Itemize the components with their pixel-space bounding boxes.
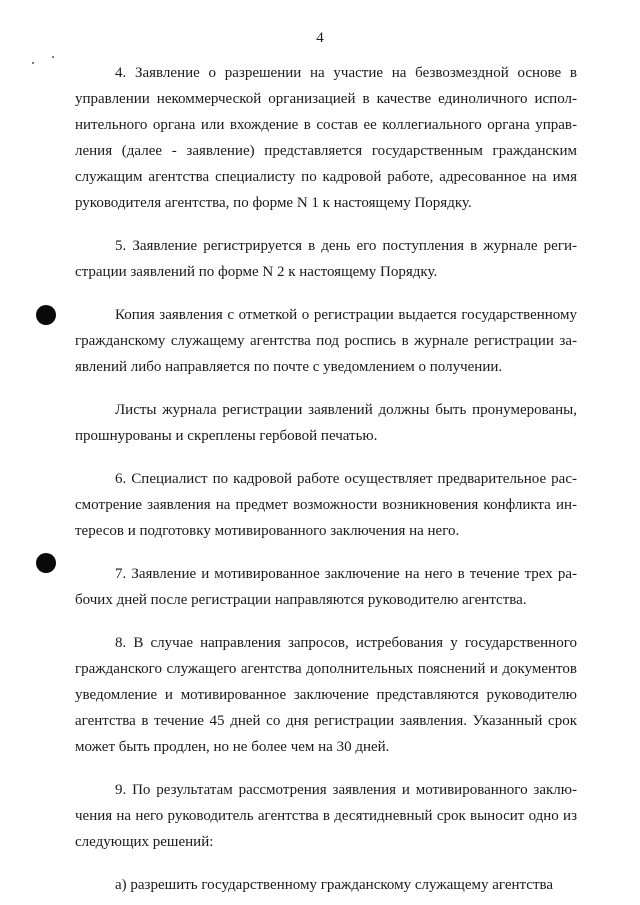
scan-speck <box>52 56 54 58</box>
binder-hole-bottom <box>36 553 56 573</box>
paragraph-8: 8. В случае направления запросов, истребования у государственного гражданского служащего агентства дополнительных пояснений и документов уведомление и мотивированное заключение представляются руководителю агентства в течение 45 дней со дня регистрации заявления. Указанный срок может быть продлен, но не более чем на 30 дней. <box>75 635 577 755</box>
paragraph-journal-sheets: Листы журнала регистрации заявлений должны быть пронумерованы, прошнурованы и скреплены гербовой печатью. <box>75 402 577 444</box>
paragraph-5: 5. Заявление регистрируется в день его поступления в журнале регистрации заявлений по форме N 2 к настоящему Порядку. <box>75 238 577 280</box>
binder-hole-top <box>36 305 56 325</box>
page-number: 4 <box>316 30 324 46</box>
paragraph-9: 9. По результатам рассмотрения заявления и мотивированного заключения на него руководитель агентства в десятидневный срок выносит одно из следующих решений: <box>75 782 577 850</box>
paragraph-9a: а) разрешить государственному гражданскому служащему агентства <box>115 877 554 893</box>
scan-speck <box>32 62 34 64</box>
paragraph-6: 6. Специалист по кадровой работе осуществляет предварительное рассмотрение заявления на предмет возможности возникновения конфликта интересов и подготовку мотивированного заключения на него. <box>75 471 577 539</box>
paragraph-7: 7. Заявление и мотивированное заключение на него в течение трех рабочих дней после регистрации направляются руководителю агентства. <box>75 566 577 608</box>
paragraph-copy-issuance: Копия заявления с отметкой о регистрации выдается государственному гражданскому служащему агентства под роспись в журнале регистрации заявлений либо направляется по почте с уведомлением о получении. <box>75 307 577 375</box>
paragraph-4: 4. Заявление о разрешении на участие на безвозмездной основе в управлении некоммерческой организацией в качестве единоличного исполнительного органа или вхождение в состав ее коллегиального органа управления (далее - заявление) представляется государственным гражданским служащим агентства специалисту по кадровой работе, адресованное на имя руководителя агентства, по форме N 1 к настоящему Порядку. <box>75 65 577 211</box>
document-body <box>75 60 577 898</box>
